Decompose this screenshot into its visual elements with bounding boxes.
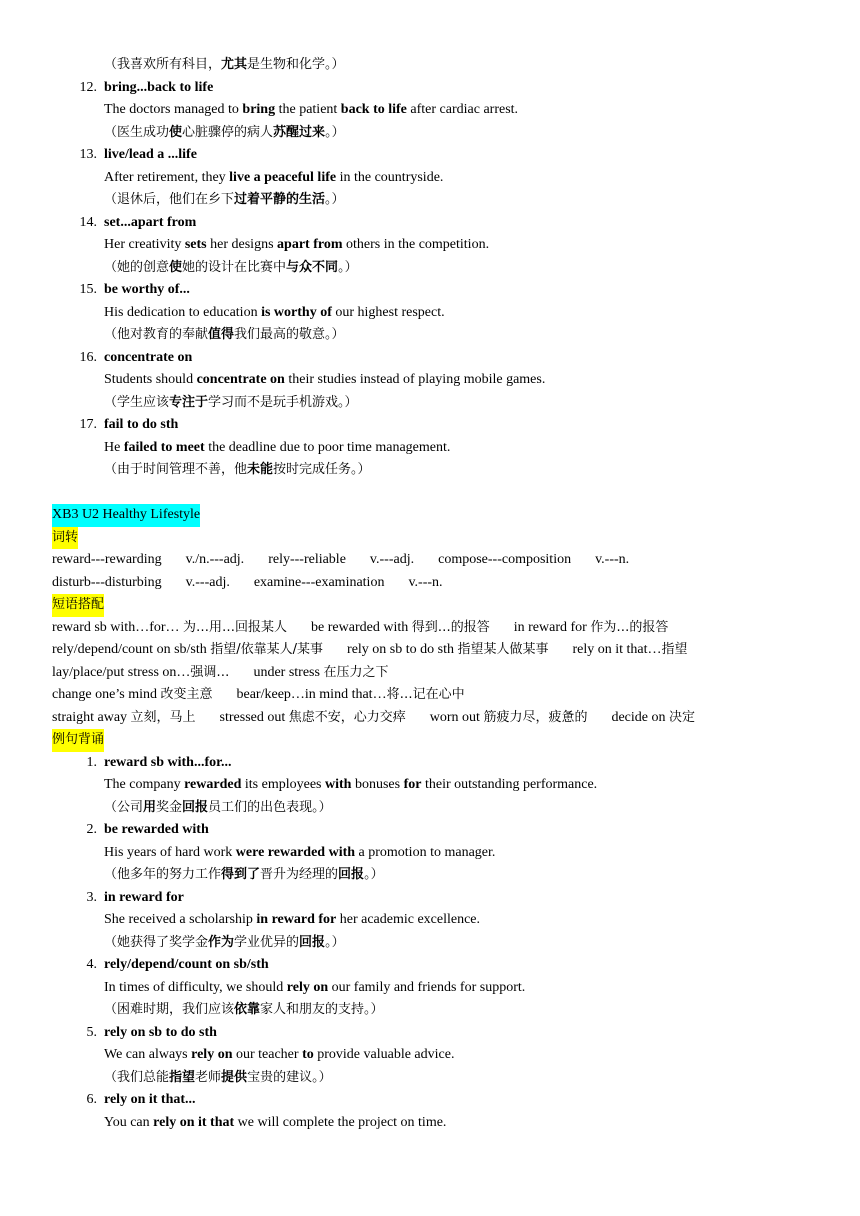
text-run-bold: 回报	[338, 867, 365, 882]
phrase-en: change one’s mind	[52, 687, 157, 702]
text-run: 。）	[325, 124, 345, 140]
list-item-heading	[0, 819, 860, 842]
phrase-cn: 立刻，马上	[130, 709, 196, 725]
part-of-speech: v.---adj.	[185, 574, 230, 590]
word-form: reward---rewarding	[52, 552, 162, 567]
part-of-speech: v.---n.	[408, 574, 443, 590]
text-run: His years of hard work	[104, 844, 236, 860]
example-sentence	[0, 977, 860, 1000]
text-run: 。）	[325, 934, 345, 950]
phrase-cn: 指望某人做某事	[457, 642, 549, 657]
text-run-bold: live a peaceful life	[229, 169, 337, 185]
translation-line	[0, 999, 860, 1022]
text-run-bold: apart from	[277, 237, 343, 252]
text-run: The doctors managed to	[104, 102, 243, 117]
translation-line	[0, 864, 860, 887]
blank-line	[0, 482, 860, 505]
example-sentence	[0, 99, 860, 122]
phrase-en: straight away	[52, 709, 128, 725]
item-number: 17.	[79, 417, 97, 432]
text-run: 她的设计在比赛中	[182, 259, 287, 275]
part-of-speech: v./n.---adj.	[185, 552, 245, 567]
text-run-bold: rely on it that	[153, 1114, 235, 1130]
phrase-en: bear/keep…in mind that…	[236, 687, 387, 702]
text-run: 员工们的出色表现。）	[208, 799, 332, 815]
text-run: （公司	[104, 799, 144, 815]
translation-line	[0, 797, 860, 820]
example-sentence	[0, 909, 860, 932]
text-run-bold: in reward for	[256, 912, 337, 927]
section-heading-row	[0, 527, 860, 550]
phrase-heading: live/lead a ...life	[104, 147, 197, 162]
phrase-heading: concentrate on	[104, 349, 193, 365]
translation-line	[0, 324, 860, 347]
text-run: 老师	[195, 1069, 222, 1085]
example-sentence	[0, 302, 860, 325]
phrase-cn: 焦虑不安，心力交瘁	[288, 709, 406, 725]
text-run: her designs	[206, 237, 278, 252]
text-run: we will complete the project on time.	[234, 1114, 447, 1130]
text-run: 心脏骤停的病人	[182, 124, 274, 140]
phrase-heading: be rewarded with	[104, 822, 209, 837]
section-heading-phrases: 短语搭配	[52, 594, 104, 617]
translation-line	[0, 459, 860, 482]
text-run-bold: 依靠	[234, 1002, 261, 1017]
text-run-bold: were rewarded with	[235, 844, 356, 860]
list-item-heading	[0, 752, 860, 775]
example-sentence	[0, 437, 860, 460]
phrase-line	[0, 684, 860, 707]
list-item-heading	[0, 212, 860, 235]
list-item-heading	[0, 77, 860, 100]
text-run: After retirement, they	[104, 169, 230, 185]
list-item-heading	[0, 144, 860, 167]
example-sentence	[0, 1112, 860, 1135]
word-forms-line	[0, 572, 860, 595]
text-run: （她获得了奖学金	[104, 934, 209, 950]
example-sentence	[0, 774, 860, 797]
phrase-line	[0, 662, 860, 685]
text-run-bold: back to life	[340, 102, 407, 117]
section-heading-word-forms: 词转	[52, 527, 78, 550]
text-run-bold: rely on	[286, 979, 329, 995]
word-form: compose---composition	[438, 552, 572, 567]
text-run: 宝贵的建议。）	[247, 1069, 332, 1085]
item-number: 14.	[79, 214, 97, 230]
phrase-en: decide on	[611, 709, 666, 725]
section-heading-examples: 例句背诵	[52, 729, 104, 752]
phrase-en: worn out	[429, 709, 480, 725]
text-run: Students should	[104, 372, 197, 387]
phrase-cn: 筋疲力尽，疲惫的	[483, 709, 588, 725]
text-run-bold: 使	[169, 259, 183, 275]
phrase-en: reward sb with…for…	[52, 619, 180, 635]
text-run-bold: for	[403, 777, 422, 792]
text-run: （医生成功	[104, 124, 170, 140]
phrase-heading: fail to do sth	[104, 417, 179, 432]
word-form: examine---examination	[253, 574, 385, 590]
part-of-speech: v.---adj.	[369, 552, 415, 567]
list-item-heading	[0, 414, 860, 437]
text-run-bold: 未能	[247, 462, 274, 477]
word-form: disturb---disturbing	[52, 574, 162, 590]
text-run-bold: 提供	[221, 1069, 248, 1085]
example-sentence	[0, 842, 860, 865]
text-run: in the countryside.	[336, 169, 444, 185]
text-run: 是生物和化学。）	[247, 57, 345, 72]
text-run: （他对教育的奉献	[104, 327, 209, 342]
phrase-en: rely on sb to do sth	[347, 642, 454, 657]
example-sentence	[0, 167, 860, 190]
text-run: （她的创意	[104, 259, 170, 275]
item-number: 12.	[79, 79, 97, 95]
phrase-en: stressed out	[219, 709, 286, 725]
text-run: （我们总能	[104, 1069, 170, 1085]
translation-line	[0, 932, 860, 955]
text-run-bold: rely on	[191, 1047, 233, 1062]
translation-line	[0, 1067, 860, 1090]
text-run-bold: 值得	[208, 327, 235, 342]
text-run: after cardiac arrest.	[406, 102, 519, 117]
text-run: our highest respect.	[331, 304, 445, 320]
translation-line	[0, 392, 860, 415]
list-item-heading	[0, 279, 860, 302]
phrase-cn: 指望/依靠某人/某事	[210, 642, 324, 657]
text-run: a promotion to manager.	[355, 844, 496, 860]
phrase-heading: reward sb with...for...	[104, 754, 232, 770]
text-run: You can	[104, 1114, 154, 1130]
text-run: （由于时间管理不善，他	[104, 462, 248, 477]
text-run-bold: concentrate on	[196, 372, 285, 387]
text-run-bold: 苏醒过来	[273, 124, 326, 140]
word-form: rely---reliable	[268, 552, 346, 567]
unit-title-row	[0, 504, 860, 527]
phrase-cn: 在压力之下	[323, 664, 389, 680]
text-run-bold: 回报	[182, 799, 209, 815]
numbered-list-a	[0, 77, 860, 482]
list-item-heading	[0, 1089, 860, 1112]
phrase-heading: rely on it that...	[104, 1092, 196, 1107]
phrase-en: be rewarded with	[311, 619, 409, 635]
phrase-en: rely/depend/count on sb/sth	[52, 642, 207, 657]
text-run: 。）	[364, 867, 384, 882]
translation-line	[0, 122, 860, 145]
phrase-en: under stress	[253, 664, 320, 680]
phrase-heading: in reward for	[104, 889, 184, 905]
item-number: 13.	[79, 147, 97, 162]
phrase-line	[0, 707, 860, 730]
text-run: her academic excellence.	[336, 912, 481, 927]
item-number: 5.	[86, 1024, 97, 1040]
phrase-heading: bring...back to life	[104, 79, 214, 95]
translation-line	[0, 54, 860, 77]
text-run: In times of difficulty, we should	[104, 979, 287, 995]
text-run-bold: 回报	[299, 934, 326, 950]
phrase-line	[0, 639, 860, 662]
phrase-cn: 得到…的报答	[411, 619, 490, 635]
text-run: He	[104, 439, 124, 455]
text-run: provide valuable advice.	[313, 1047, 455, 1062]
phrase-heading: set...apart from	[104, 214, 197, 230]
text-run-bold: 专注于	[169, 394, 209, 410]
item-number: 4.	[86, 957, 97, 972]
phrase-en: rely on it that…	[572, 642, 662, 657]
text-run-bold: rewarded	[184, 777, 242, 792]
item-number: 16.	[79, 349, 97, 365]
text-run: their studies instead of playing mobile games.	[284, 372, 546, 387]
text-run-bold: 得到了	[221, 867, 261, 882]
text-run-bold: 尤其	[221, 57, 248, 72]
text-run: （学生应该	[104, 394, 170, 410]
example-sentence	[0, 369, 860, 392]
text-run: （他多年的努力工作	[104, 867, 222, 882]
text-run: 晋升为经理的	[260, 867, 339, 882]
numbered-list-b	[0, 752, 860, 1135]
text-run: His dedication to education	[104, 304, 262, 320]
part-of-speech: v.---n.	[595, 552, 630, 567]
list-item-heading	[0, 887, 860, 910]
item-number: 1.	[86, 754, 97, 770]
phrase-en: in reward for	[513, 619, 587, 635]
text-run: 。）	[325, 192, 345, 207]
list-item-heading	[0, 1022, 860, 1045]
phrase-heading: rely on sb to do sth	[104, 1024, 217, 1040]
text-run-bold: 过着平静的生活	[234, 192, 326, 207]
phrase-heading: rely/depend/count on sb/sth	[104, 957, 269, 972]
text-run-bold: failed to meet	[123, 439, 205, 455]
example-sentence	[0, 234, 860, 257]
text-run: our teacher	[232, 1047, 303, 1062]
text-run-bold: 使	[169, 124, 183, 140]
item-number: 15.	[79, 282, 97, 297]
phrase-cn: 指望	[661, 642, 688, 657]
list-item-heading	[0, 347, 860, 370]
text-run: The company	[104, 777, 185, 792]
section-heading-row	[0, 729, 860, 752]
text-run-bold: sets	[184, 237, 207, 252]
phrase-line	[0, 617, 860, 640]
text-run: its employees	[241, 777, 325, 792]
text-run: （退休后，他们在乡下	[104, 192, 235, 207]
phrase-heading: be worthy of...	[104, 282, 190, 297]
phrase-cn: 作为…的报答	[590, 619, 669, 635]
item-number: 3.	[86, 889, 97, 905]
text-run-bold: 作为	[208, 934, 235, 950]
text-run-bold: to	[302, 1047, 314, 1062]
section-heading-row	[0, 594, 860, 617]
example-sentence	[0, 1044, 860, 1067]
translation-line	[0, 189, 860, 212]
text-run: 按时完成任务。）	[273, 462, 371, 477]
translation-line	[0, 257, 860, 280]
item-number: 6.	[86, 1092, 97, 1107]
text-run: We can always	[104, 1047, 192, 1062]
text-run: （我喜欢所有科目，	[104, 57, 222, 72]
text-run-bold: bring	[242, 102, 276, 117]
text-run: the patient	[275, 102, 341, 117]
phrase-cn: 改变主意	[160, 687, 213, 702]
phrase-cn: 强调…	[190, 664, 230, 680]
text-run: 家人和朋友的支持。）	[260, 1002, 384, 1017]
text-run-bold: with	[325, 777, 352, 792]
document-page	[0, 54, 860, 1134]
text-run: bonuses	[351, 777, 404, 792]
text-run: （困难时期，我们应该	[104, 1002, 235, 1017]
unit-title: XB3 U2 Healthy Lifestyle	[52, 504, 200, 527]
text-run-bold: 与众不同	[286, 259, 339, 275]
phrase-cn: 决定	[669, 709, 696, 725]
phrase-en: lay/place/put stress on…	[52, 664, 191, 680]
text-run: the deadline due to poor time management.	[204, 439, 451, 455]
text-run-bold: 用	[143, 799, 157, 815]
phrase-cn: 将…记在心中	[386, 687, 465, 702]
phrase-cn: 为…用…回报某人	[183, 619, 288, 635]
text-run: 学业优异的	[234, 934, 300, 950]
text-run: 。）	[338, 259, 358, 275]
text-run: 我们最高的敬意。）	[234, 327, 345, 342]
text-run: 学习而不是玩手机游戏。）	[208, 394, 358, 410]
list-item-heading	[0, 954, 860, 977]
text-run: our family and friends for support.	[328, 979, 526, 995]
text-run-bold: is worthy of	[261, 304, 332, 320]
text-run: others in the competition.	[342, 237, 490, 252]
item-number: 2.	[86, 822, 97, 837]
word-forms-line	[0, 549, 860, 572]
text-run: their outstanding performance.	[421, 777, 598, 792]
text-run: 奖金	[156, 799, 183, 815]
text-run: Her creativity	[104, 237, 185, 252]
text-run: She received a scholarship	[104, 912, 257, 927]
text-run-bold: 指望	[169, 1069, 196, 1085]
